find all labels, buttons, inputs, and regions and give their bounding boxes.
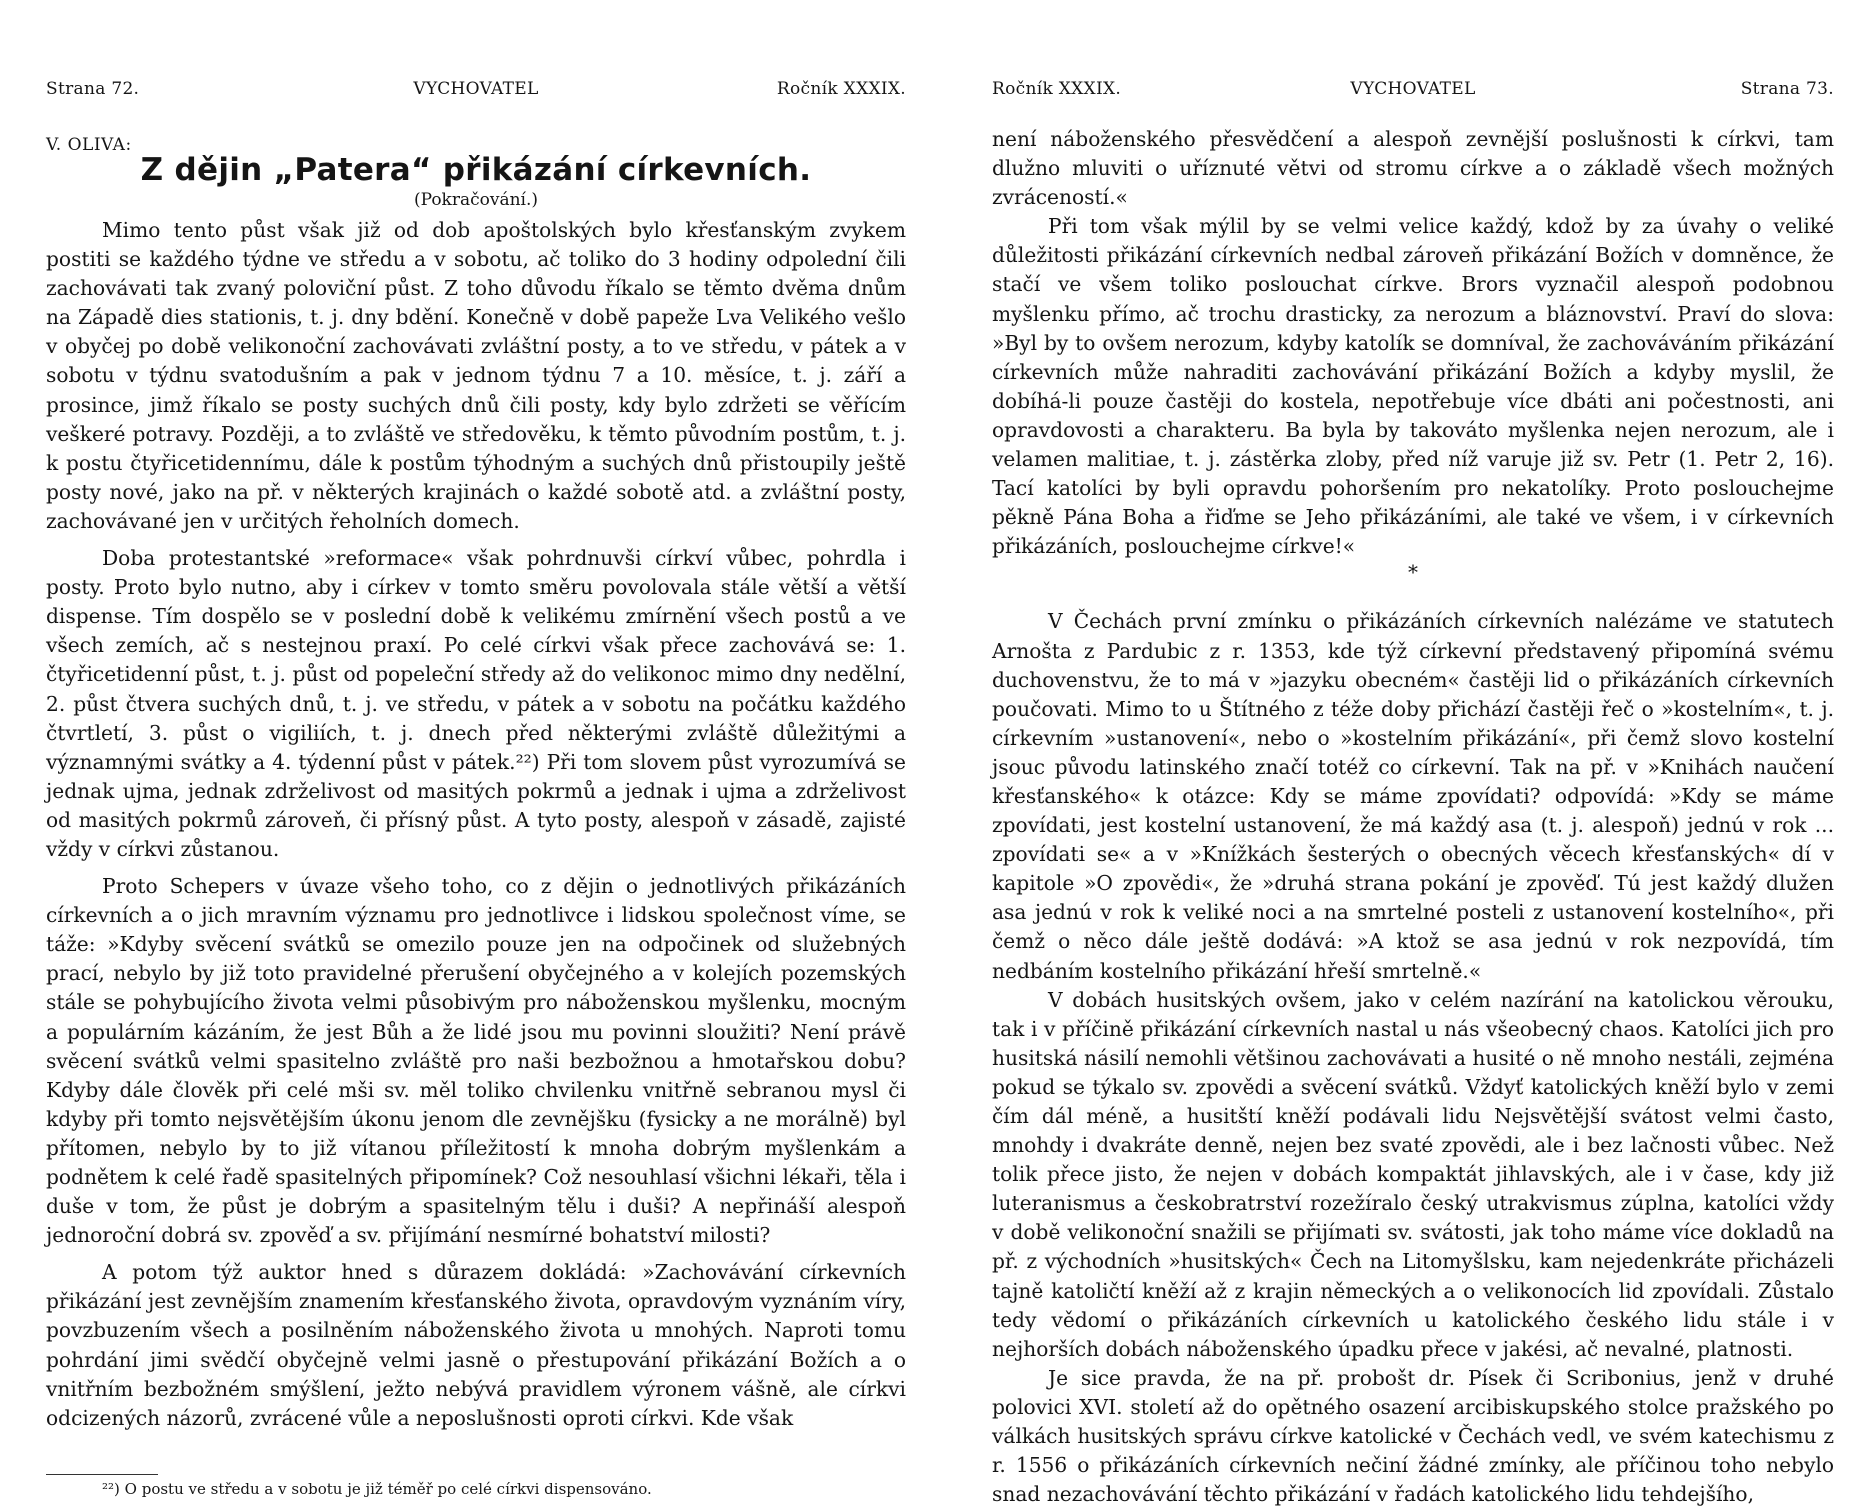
journal-title: VYCHOVATEL: [1350, 79, 1476, 99]
paragraph: není náboženského přesvědčení a alespoň zevnější poslušnosti k církvi, tam dlužno mluviti o uříznuté větvi od stromu církve a o základě všech možných zvráceností.«: [992, 127, 1834, 210]
article-author: V. OLIVA:: [46, 135, 132, 155]
section-separator: *: [1408, 560, 1418, 585]
paragraph: A potom týž auktor hned s důrazem dokládá: »Zachovávání církevních přikázání jest zevnějším znamením křesťanského života, opravdovým vyznáním víry, povzbuzením všech a posilněním náboženského života u mnohých. Naproti tomu pohrdání jimi svědčí obyčejně velmi jasně o přestupování přikázání Božích a o vnitřním bezbožném smýšlení, ježto nebývá pravidlem výronem vášně, ale církvi odcizených názorů, zvrácené vůle a neposlušnosti oproti církvi. Kde však: [46, 1260, 906, 1430]
paragraph: Doba protestantské »reformace« však pohrdnuvši církví vůbec, pohrdla i posty. Proto bylo nutno, aby i církev v tomto směru povolovala stále větší a větší dispense. Tím dospělo se v poslední době k velikému zmírnění všech postů a ve všech zemích, ač s nestejnou praxí. Po celé církvi však přece zachovává se: 1. čtyřicetidenní půst, t. j. půst od popeleční středy až do velikonoc mimo dny nedělní, 2. půst čtvera suchých dnů, t. j. ve středu, v pátek a v sobotu na počátku každého čtvrtletí, 3. půst o vigiliích, t. j. dnech před některými zvláště důležitými a významnými svátky a 4. týdenní půst v pátek.²²) Při tom slovem půst vyrozumívá se jednak ujma, jednak zdrželivost od masitých pokrmů a jednak i ujma a zdrželivost od masitých pokrmů zároveň, či přísný půst. A tyto posty, alespoň v zásadě, zajisté vždy v církvi zůstanou.: [46, 546, 906, 861]
right-page: [992, 0, 1834, 1507]
volume-label: Ročník XXXIX.: [992, 79, 1122, 99]
article-title: Z dějin „Patera“ přikázání církevních.: [140, 152, 812, 188]
right-body-text: [992, 125, 1834, 1509]
right-running-head: [992, 79, 1834, 103]
paragraph: Proto Schepers v úvaze všeho toho, co z dějin o jednotlivých přikázáních církevních a o jich mravním významu pro jednotlivce i lidskou společnost víme, se táže: »Kdyby svěcení svátků se omezilo pouze jen na odpočinek od služebných prací, nebylo by již toto pravidelné přerušení obyčejného a v kolejích pozemských stále se pohybujícího života velmi působivým pro náboženskou myšlenku, mocným a populárním kázáním, že jest Bůh a že lidé jsou mu povinni sloužiti? Není právě svěcení svátků velmi spasitelno zvláště pro naši bezbožnou a hmotařskou dobu? Kdyby dále člověk při celé mši sv. měl toliko chvilenku vnitřně sebranou mysl či kdyby při tomto nejsvětějším úkonu jenom dle zevnějšku (fysicky a ne morálně) byl přítomen, nebylo by to již vítanou příležitostí k mnoha dobrým myšlenkám a podnětem k celé řadě spasitelných připomínek? Což nesouhlasí všichni lékaři, těla i duše v tom, že půst je dobrým a spasitelným tělu i duši? A nepřináší alespoň jednoroční dobrá sv. zpověď a sv. přijímání nesmírné bohatství milosti?: [46, 874, 906, 1248]
left-page: [46, 0, 906, 1500]
paragraph: Je sice pravda, že na př. probošt dr. Písek či Scribonius, jenž v druhé polovici XVI. století až do opětného osazení arcibiskupského stolce pražského po válkách husitských správu církve katolické v Čechách vedl, ve svém katechismu z r. 1556 o přikázáních církevních nečiní žádné zmínky, ale příčinou toho nebylo snad nezachovávání těchto přikázání v řadách katolického lidu tehdejšího,: [992, 1365, 1834, 1507]
page-number: Strana 73.: [1740, 79, 1834, 99]
left-running-head: [46, 79, 906, 103]
left-body-text: [46, 216, 906, 1433]
paragraph: V Čechách první zmínku o přikázáních církevních nalézáme ve statutech Arnošta z Pardubic z r. 1353, kde týž církevní představený připomíná svému duchovenstvu, že to má v »jazyku obecném« častěji lid o přikázáních církevních poučovati. Mimo to u Štítného z téže doby přichází častěji řeč o »kostelním«, t. j. církevním »ustanovení«, nebo o »kostelním přikázání«, při čemž slovo kostelní jsouc původu latinského značí totéž co církevní. Tak na př. v »Knihách naučení křesťanského« k otázce: Kdy se máme zpovídati? odpovídá: »Kdy se máme zpovídati, jest kostelní ustanovení, že má každý asa (t. j. alespoň) jednú v rok ... zpovídati se« a v »Knížkách šesterých o obecných věcech křesťanských« dí v kapitole »O zpovědi«, že »druhá strana pokání je zpověď. Tú jest každý dlužen asa jednú v rok k veliké noci a na smrtelné posteli z ustanovení kostelního«, při čemž o něco dále ještě dodává: »A ktož se asa jednú v rok nezpovídá, tím nedbáním kostelního přikázání hřeší smrtelně.«: [992, 609, 1834, 983]
paragraph: Při tom však mýlil by se velmi velice každý, kdož by za úvahy o veliké důležitosti přikázání církevních nedbal zároveň přikázání Božích v domněnce, že stačí ve všem toliko poslouchat církve. Brors vyznačil alespoň podobnou myšlenku přímo, ač trochu drasticky, za nerozum a bláznovství. Praví do slova: »Byl by to ovšem nerozum, kdyby katolík se domníval, že zachováváním přikázání církevních může nahraditi zachovávání přikázání Božích a kdyby myslil, že dobíhá-li pouze častěji do kostela, nepotřebuje více dbáti ani počestnosti, ani opravdovosti a charakteru. Ba byla by takováto myšlenka nejen nerozum, ale i velamen malitiae, t. j. zástěrka zloby, před níž varuje již sv. Petr (1. Petr 2, 16). Tací katolíci by byli opravdu pohoršením pro nekatolíky. Proto poslouchejme pěkně Pána Boha a řiďme se Jeho přikázáními, ale také ve všem, i v církevních přikázáních, poslouchejme církve!«: [992, 214, 1834, 559]
page-number: Strana 72.: [46, 79, 140, 99]
paragraph: Mimo tento půst však již od dob apoštolských bylo křesťanským zvykem postiti se každého týdne ve středu a v sobotu, ač toliko do 3 hodiny odpolední čili zachovávati tak zvaný poloviční půst. Z toho důvodu říkalo se těmto dvěma dnům na Západě dies stationis, t. j. dny bdění. Konečně v době papeže Lva Velikého vešlo v obyčej po době velikonoční zachovávati zvláštní posty, a to ve středu, v pátek a v sobotu v týdnu svatodušním a pak v jednom týdnu 7 a 10. měsíce, t. j. září a prosince, jimž říkalo se posty suchých dnů čili posty, kdy bylo zdržeti se věřícím veškeré potravy. Později, a to zvláště ve středověku, k těmto původním postům, t. j. k postu čtyřicetidennímu, dále k postům týhodným a suchých dnů přistoupily ještě posty nové, jako na př. v některých krajinách o každé sobotě atd. a zvláštní posty, zachovávané jen v určitých řeholních domech.: [46, 218, 906, 533]
article-subtitle: (Pokračování.): [413, 190, 539, 210]
journal-title: VYCHOVATEL: [413, 79, 539, 99]
footnote-divider: [46, 1474, 158, 1475]
paragraph: V dobách husitských ovšem, jako v celém nazírání na katolickou věrouku, tak i v příčině přikázání církevních nastal u nás všeobecný chaos. Katolíci jich pro husitská násilí nemohli většinou zachovávati a husité o ně mnoho nestáli, zejména pokud se týkalo sv. zpovědi a svěcení svátků. Vždyť katolických kněží bylo v zemi čím dál méně, a husitští kněží podávali lidu Nejsvětější svátost velmi často, mnohdy i dvakráte denně, nejen bez svaté zpovědi, ale i bez lačnosti vůbec. Než tolik přece jisto, že nejen v dobách kompaktát jihlavských, ale i v čase, kdy již luteranismus a českobratrství rozežíralo český utrakvismus zúplna, katolíci vždy v době velikonoční snažili se přijímati sv. svátosti, jak toho máme více dokladů na př. z východních »husitských« Čech na Litomyšlsku, kam nejedenkráte přicházeli tajně katoličtí kněží až z krajin německých a o velikonocích lid zpovídali. Zůstalo tedy vědomí o přikázáních církevních u katolického českého lidu stále i v nejhorších dobách náboženského úpadku přece v jakési, ač nevalné, platnosti.: [992, 987, 1834, 1361]
volume-label: Ročník XXXIX.: [776, 79, 906, 99]
footnote: ²²) O postu ve středu a v sobotu je již téměř po celé církvi dispensováno.: [102, 1480, 652, 1498]
